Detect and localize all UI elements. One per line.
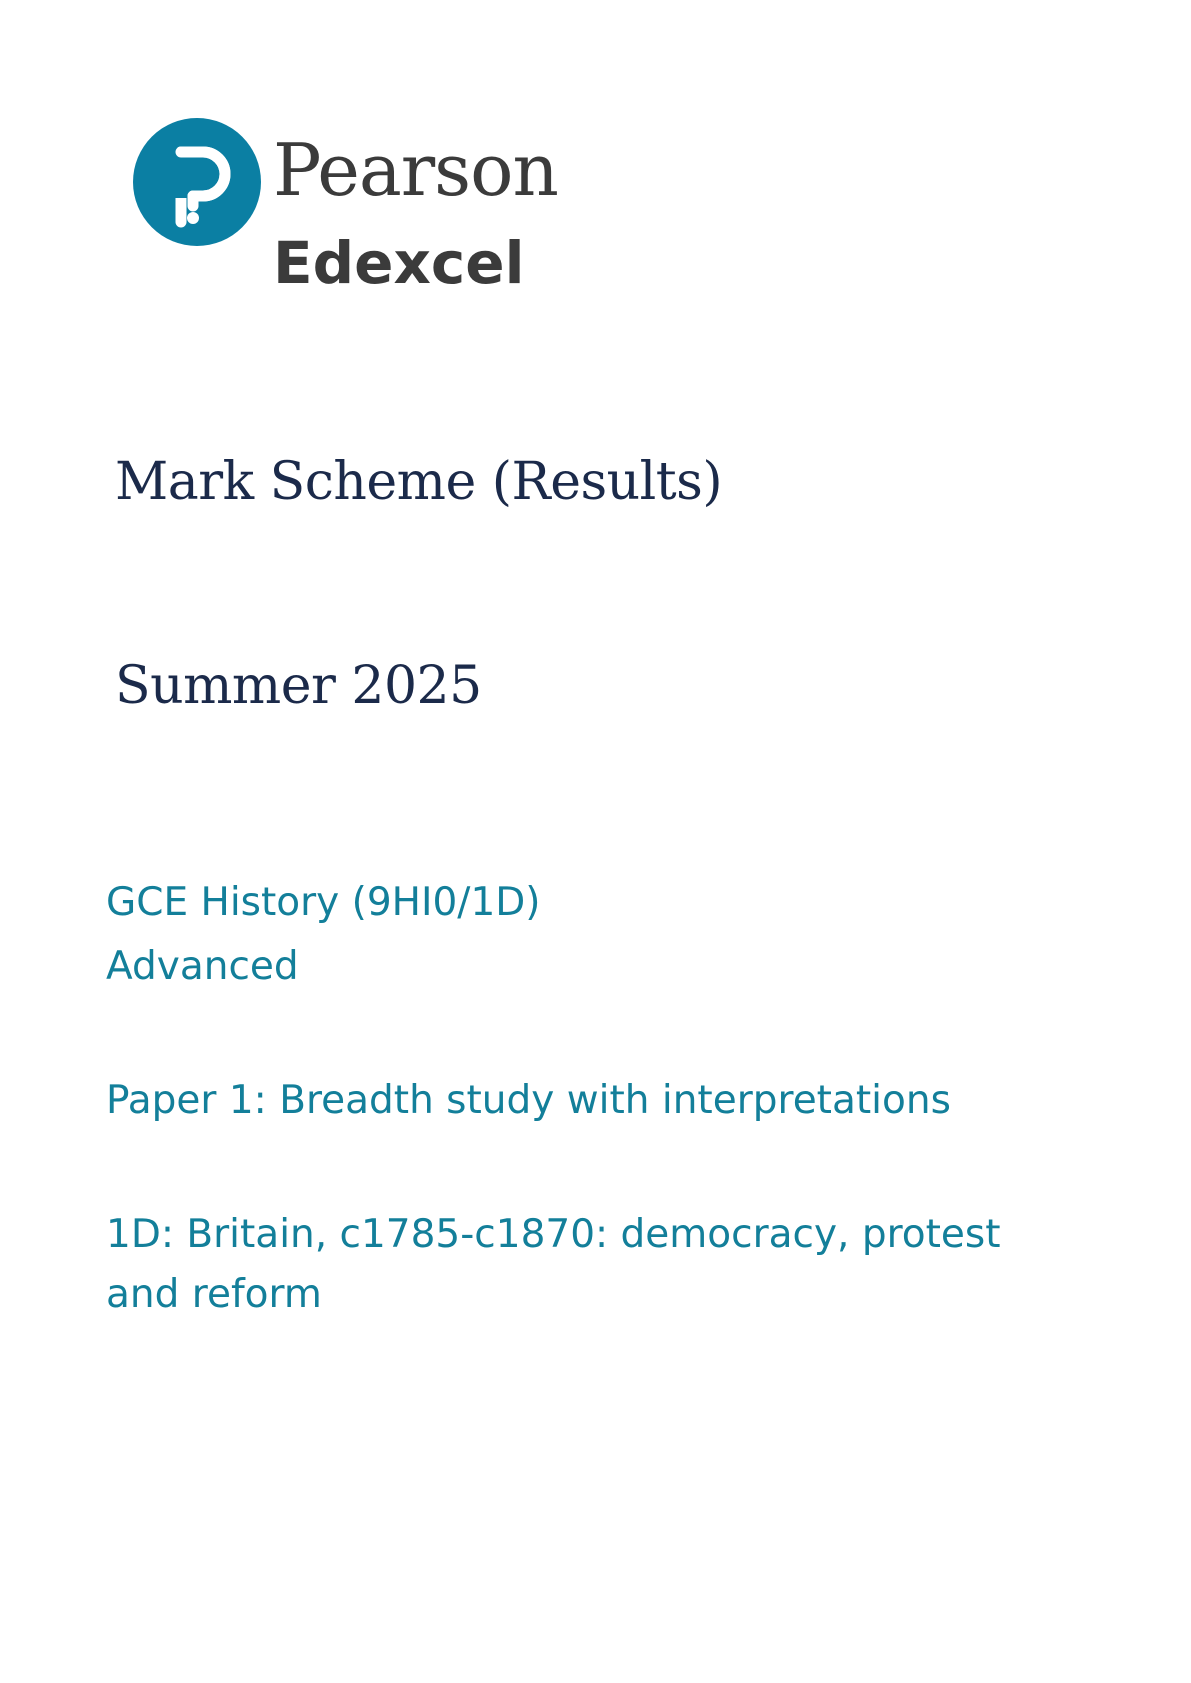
pearson-edexcel-logo bbox=[133, 118, 593, 308]
pearson-p-mark-icon bbox=[133, 118, 261, 246]
logo-sub-brand-text: Edexcel bbox=[273, 229, 525, 297]
paper-title: Paper 1: Breadth study with interpretations bbox=[106, 1078, 951, 1123]
qualification-level: Advanced bbox=[106, 944, 299, 989]
exam-session: Summer 2025 bbox=[115, 656, 482, 716]
qualification-name: GCE History (9HI0/1D) bbox=[106, 880, 541, 925]
logo-brand-text: Pearson bbox=[273, 128, 558, 212]
document-title: Mark Scheme (Results) bbox=[115, 452, 723, 512]
option-title: 1D: Britain, c1785-c1870: democracy, protest and reform bbox=[106, 1212, 1001, 1317]
